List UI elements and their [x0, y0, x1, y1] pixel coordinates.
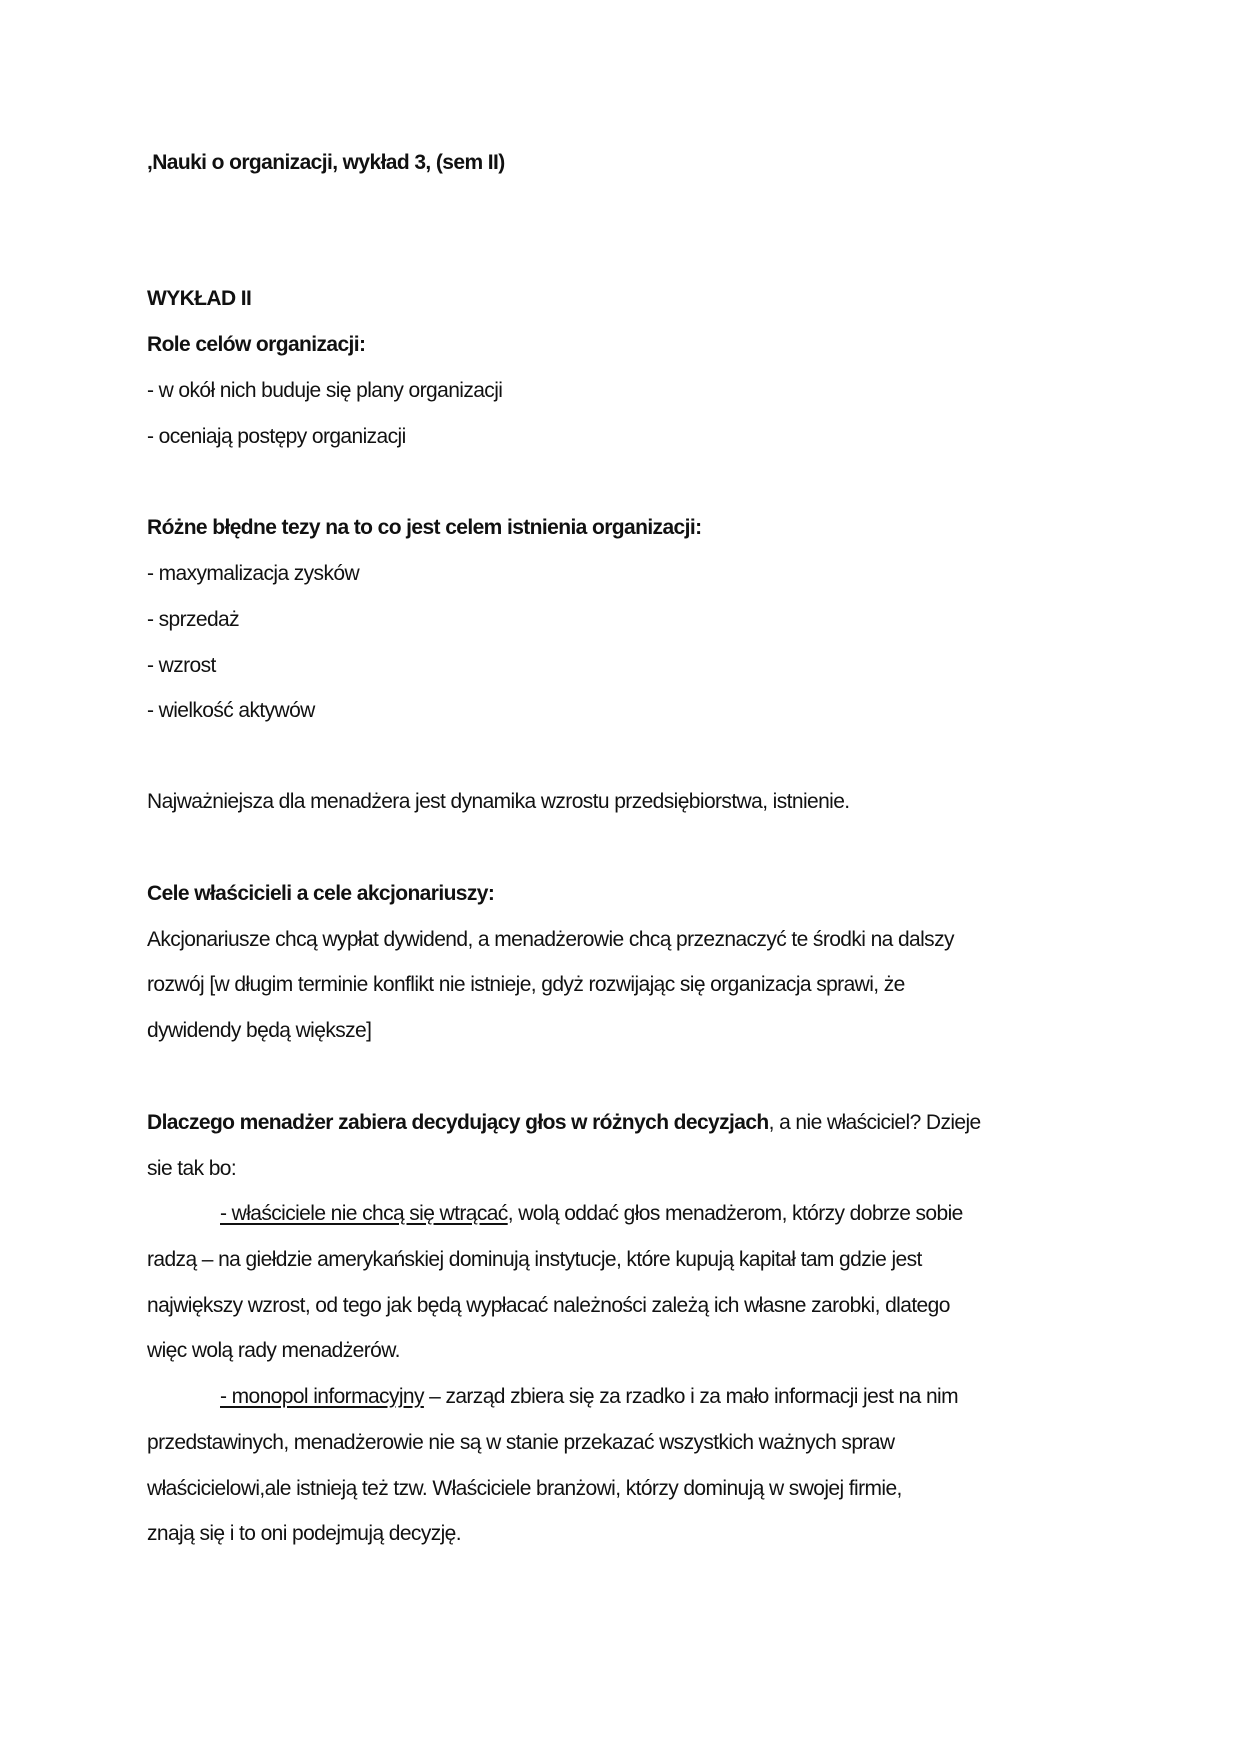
paragraph-line: Akcjonariusze chcą wypłat dywidend, a menadżerowie chcą przeznaczyć te środki na dalszy: [147, 928, 954, 951]
paragraph-line: przedstawinych, menadżerowie nie są w stanie przekazać wszystkich ważnych spraw: [147, 1431, 895, 1454]
list-item: - oceniają postępy organizacji: [147, 425, 406, 448]
paragraph-line: największy wzrost, od tego jak będą wypłacać należności zależą ich własne zarobki, dlatego: [147, 1294, 950, 1317]
point-text: – zarząd zbiera się za rzadko i za mało informacji jest na nim: [423, 1385, 958, 1408]
point-owners-dont-interfere: [147, 1200, 963, 1228]
section-heading-roles: Role celów organizacji:: [147, 333, 366, 356]
paragraph-line: znają się i to oni podejmują decyzję.: [147, 1522, 461, 1545]
underlined-term: - właściciele nie chcą się wtrącać: [220, 1202, 508, 1225]
list-item: - maxymalizacja zysków: [147, 562, 360, 585]
lecture-heading: WYKŁAD II: [147, 287, 252, 310]
point-text: , wolą oddać głos menadżerom, którzy dobrze sobie: [507, 1202, 963, 1225]
paragraph-line: właścicielowi,ale istnieją też tzw. Właściciele branżowi, którzy dominują w swojej firmie,: [147, 1477, 902, 1500]
document-title: ,Nauki o organizacji, wykład 3, (sem II): [147, 151, 505, 174]
list-item: - wzrost: [147, 654, 216, 677]
underlined-term: - monopol informacyjny: [220, 1385, 424, 1408]
section-heading-owners-shareholders: Cele właścicieli a cele akcjonariuszy:: [147, 882, 495, 905]
paragraph-line: radzą – na giełdzie amerykańskiej dominują instytucje, które kupują kapitał tam gdzie jest: [147, 1248, 922, 1271]
list-item: - w okół nich buduje się plany organizacji: [147, 379, 503, 402]
section-heading-why-manager: [147, 1109, 981, 1137]
statement-paragraph: Najważniejsza dla menadżera jest dynamika wzrostu przedsiębiorstwa, istnienie.: [147, 790, 850, 813]
list-item: - sprzedaż: [147, 608, 240, 631]
paragraph-line: dywidendy będą większe]: [147, 1019, 372, 1042]
point-information-monopoly: [147, 1383, 958, 1411]
section-heading-wrong-theses: Różne błędne tezy na to co jest celem istnienia organizacji:: [147, 516, 702, 539]
list-item: - wielkość aktywów: [147, 699, 315, 722]
paragraph-line: więc wolą rady menadżerów.: [147, 1339, 400, 1362]
heading-bold-part: Dlaczego menadżer zabiera decydujący głos w różnych decyzjach: [147, 1111, 769, 1134]
paragraph-line: rozwój [w długim terminie konflikt nie istnieje, gdyż rozwijając się organizacja sprawi, że: [147, 973, 905, 996]
paragraph-line: sie tak bo:: [147, 1157, 237, 1180]
heading-rest-part: , a nie właściciel? Dzieje: [768, 1111, 981, 1134]
